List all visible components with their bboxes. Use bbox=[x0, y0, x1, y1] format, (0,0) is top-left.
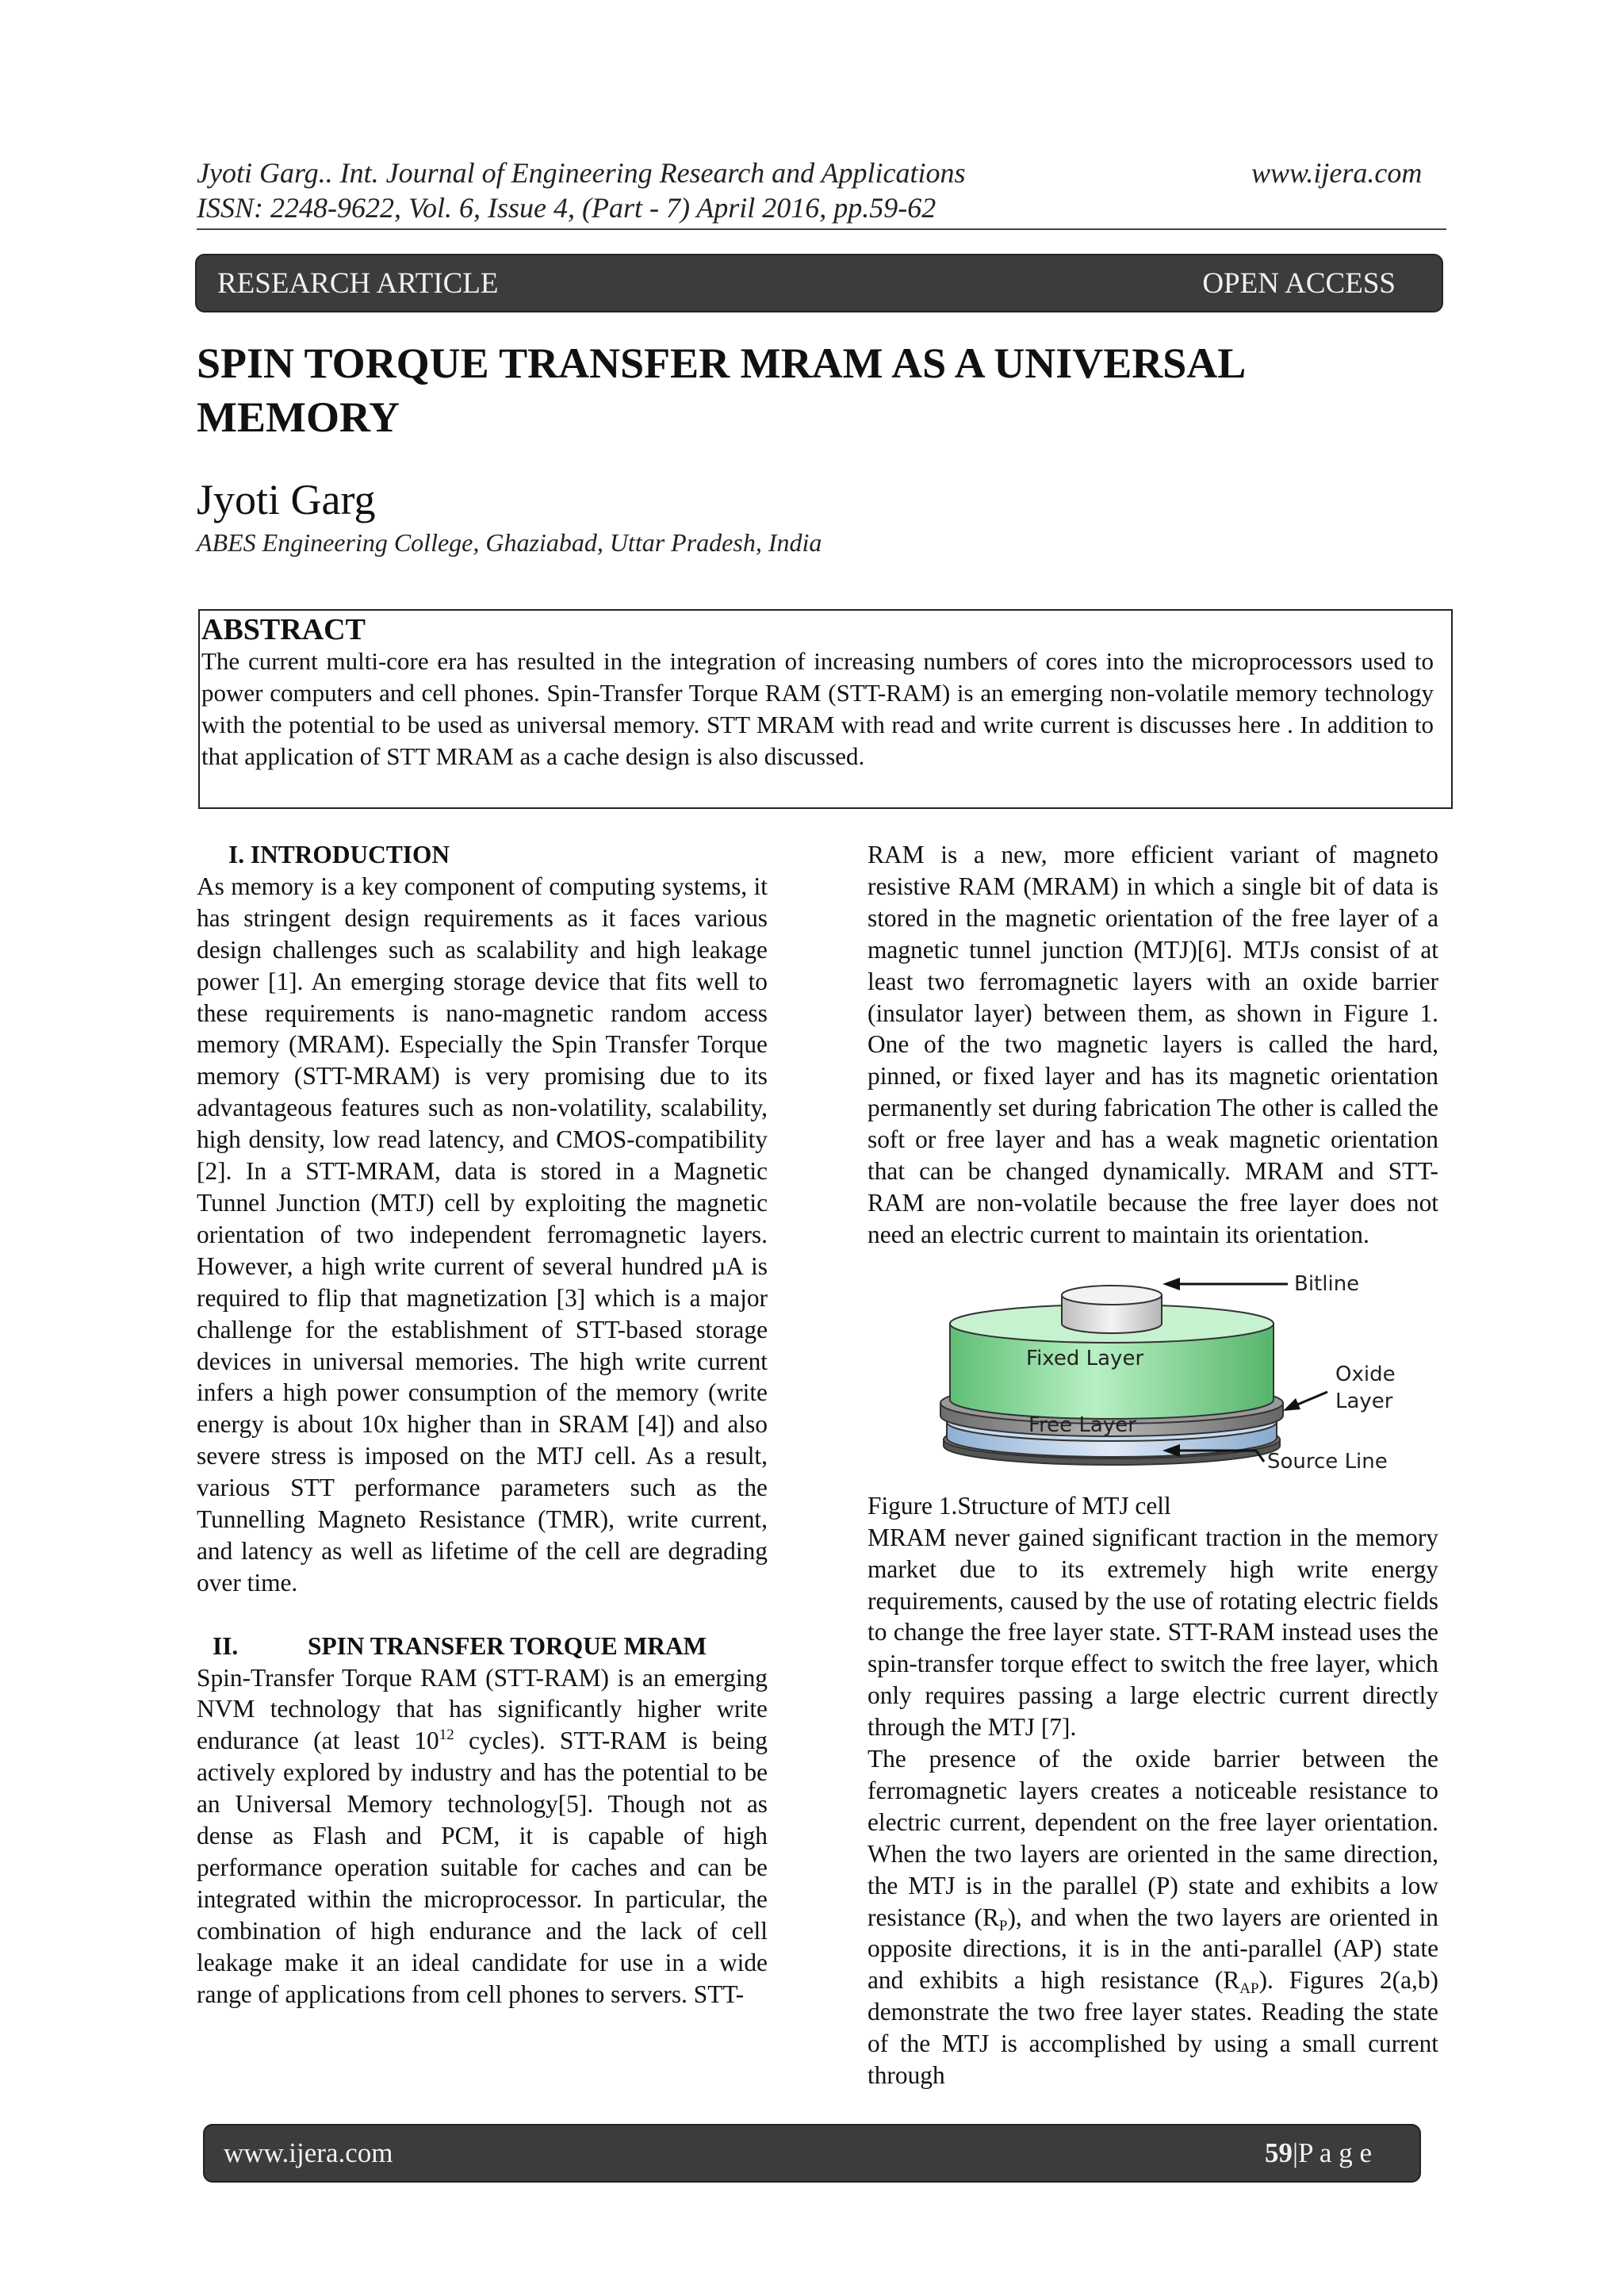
page-footer bbox=[203, 2124, 1421, 2183]
mram-traction-text: MRAM never gained significant traction in the memory market due to its extremely high write energy requirements, caused by the use of rotating electric fields to change the free layer state. STT-RAM instead uses the spin-transfer torque effect to switch the free layer, which only requires passing a large electric current directly through the MTJ [7]. bbox=[868, 1523, 1438, 1742]
header-rule bbox=[197, 228, 1446, 230]
subscript: AP bbox=[1239, 1980, 1259, 1998]
source-line-label: Source Line bbox=[1267, 1449, 1388, 1474]
footer-page-number bbox=[1265, 2137, 1372, 2169]
stt-text-part: cycles). STT-RAM is being actively explored by industry and has the potential to be an Universal Memory technology[5]. Though not as dense as Flash and PCM, it is capable of high performance operation suitable for caches and can be integrated within the microprocessor. In particular, the combination of high endurance and the lack of cell leakage make it an ideal candidate for use in a wide range of applications from cell phones to servers. STT- bbox=[197, 1727, 768, 2008]
stt-text-part: Spin-Transfer Torque RAM (STT-RAM) is an emerging NVM technology that has significantly higher write endurance (at least 10 bbox=[197, 1663, 768, 1755]
fixed-layer-label: Fixed Layer bbox=[1026, 1346, 1144, 1370]
text-part: ), and when the two layers are oriented in opposite directions, it is in the anti-parallel (AP) state and exhibits a high resistance (R bbox=[868, 1903, 1438, 1995]
section-title: SPIN TRANSFER TORQUE MRAM bbox=[308, 1631, 707, 1660]
author-affiliation: ABES Engineering College, Ghaziabad, Uttar Pradesh, India bbox=[197, 528, 822, 557]
section-number: II. bbox=[213, 1631, 239, 1660]
article-banner bbox=[195, 254, 1443, 312]
open-access-label: OPEN ACCESS bbox=[1202, 266, 1396, 300]
left-column bbox=[197, 839, 768, 2010]
oxide-barrier-text bbox=[868, 1743, 1438, 2091]
introduction-text: As memory is a key component of computing systems, it has stringent design requirements as it faces various design challenges such as scalability and high leakage power [1]. An emerging storage device that fits well to these requirements is nano-magnetic random access memory (MRAM). Especially the Spin Transfer Torque memory (STT-MRAM) is very promising due to its advantageous features such as non-volatility, scalability, high density, low read latency, and CMOS-compatibility [2]. In a STT-MRAM, data is stored in a Magnetic Tunnel Junction (MTJ) cell by exploiting the magnetic orientation of two independent ferromagnetic layers. However, a high write current of several hundred µA is required to flip that magnetization [3] which is a major challenge for the establishment of STT-based storage devices in universal memories. The high write current infers a high power consumption of the memory (write energy is about 10x higher than in SRAM [4]) and also severe stress is imposed on the MTJ cell. As a result, various STT performance parameters such as the Tunnelling Magneto Resistance (TMR), write current, and latency as well as lifetime of the cell are degrading over time. bbox=[197, 872, 768, 1596]
figure-1-mtj-diagram bbox=[868, 1273, 1438, 1490]
stt-mram-text bbox=[197, 1662, 768, 2010]
footer-website[interactable]: www.ijera.com bbox=[224, 2137, 393, 2168]
bitline-label: Bitline bbox=[1294, 1272, 1360, 1296]
free-layer-label: Free Layer bbox=[1028, 1412, 1136, 1437]
abstract-heading: ABSTRACT bbox=[201, 613, 366, 646]
issn-line: ISSN: 2248-9622, Vol. 6, Issue 4, (Part - 7) April 2016, pp.59-62 bbox=[197, 192, 936, 224]
mtj-cell-illustration bbox=[868, 1273, 1438, 1490]
right-column bbox=[868, 839, 1438, 2091]
section-stt-mram-heading bbox=[197, 1631, 768, 1662]
abstract-box bbox=[198, 609, 1453, 809]
oxide-layer-label: Layer bbox=[1335, 1389, 1393, 1413]
figure-1-caption: Figure 1.Structure of MTJ cell bbox=[868, 1491, 1171, 1520]
text-part: The presence of the oxide barrier between the ferromagnetic layers creates a noticeable resistance to electric current, dependent on the free layer orientation. When the two layers are oriented in the same direction, the MTJ is in the parallel (P) state and exhibits a low resistance (R bbox=[868, 1745, 1438, 1931]
research-article-label: RESEARCH ARTICLE bbox=[217, 266, 499, 300]
text-part: ). Figures 2(a,b) demonstrate the two free layer states. Reading the state of the MTJ is accomplished by using a small current through bbox=[868, 1966, 1438, 2090]
journal-website[interactable]: www.ijera.com bbox=[1251, 157, 1423, 189]
arrow-left-icon bbox=[1162, 1278, 1180, 1290]
journal-line: Jyoti Garg.. Int. Journal of Engineering Research and Applications bbox=[197, 157, 966, 189]
subscript: P bbox=[998, 1917, 1008, 1934]
page-number: 59 bbox=[1265, 2137, 1293, 2168]
arrow-left-icon bbox=[1283, 1398, 1300, 1411]
author-name: Jyoti Garg bbox=[197, 476, 376, 523]
oxide-label: Oxide bbox=[1335, 1362, 1396, 1386]
page-label: |P a g e bbox=[1293, 2137, 1372, 2168]
exponent: 12 bbox=[439, 1727, 454, 1744]
paper-title: SPIN TORQUE TRANSFER MRAM AS A UNIVERSAL MEMORY bbox=[197, 339, 1244, 441]
section-introduction-heading: I. INTRODUCTION bbox=[228, 841, 450, 868]
abstract-text: The current multi-core era has resulted in the integration of increasing numbers of cores into the microprocessors used to power computers and cell phones. Spin-Transfer Torque RAM (STT-RAM) is an emerging non-volatile memory technology with the potential to be used as universal memory. STT MRAM with read and write current is discusses here . In addition to that application of STT MRAM as a cache design is also discussed. bbox=[201, 647, 1434, 770]
mtj-description-text: RAM is a new, more efficient variant of magneto resistive RAM (MRAM) in which a single bit of data is stored in the magnetic orientation of the free layer of a magnetic tunnel junction (MTJ)[6]. MTJs consist of at least two ferromagnetic layers with an oxide barrier (insulator layer) between them, as shown in Figure 1. One of the two magnetic layers is called the hard, pinned, or fixed layer and has its magnetic orientation permanently set during fabrication The other is called the soft or free layer and has a weak magnetic orientation that can be changed dynamically. MRAM and STT-RAM are non-volatile because the free layer does not need an electric current to maintain its orientation. bbox=[868, 841, 1438, 1248]
